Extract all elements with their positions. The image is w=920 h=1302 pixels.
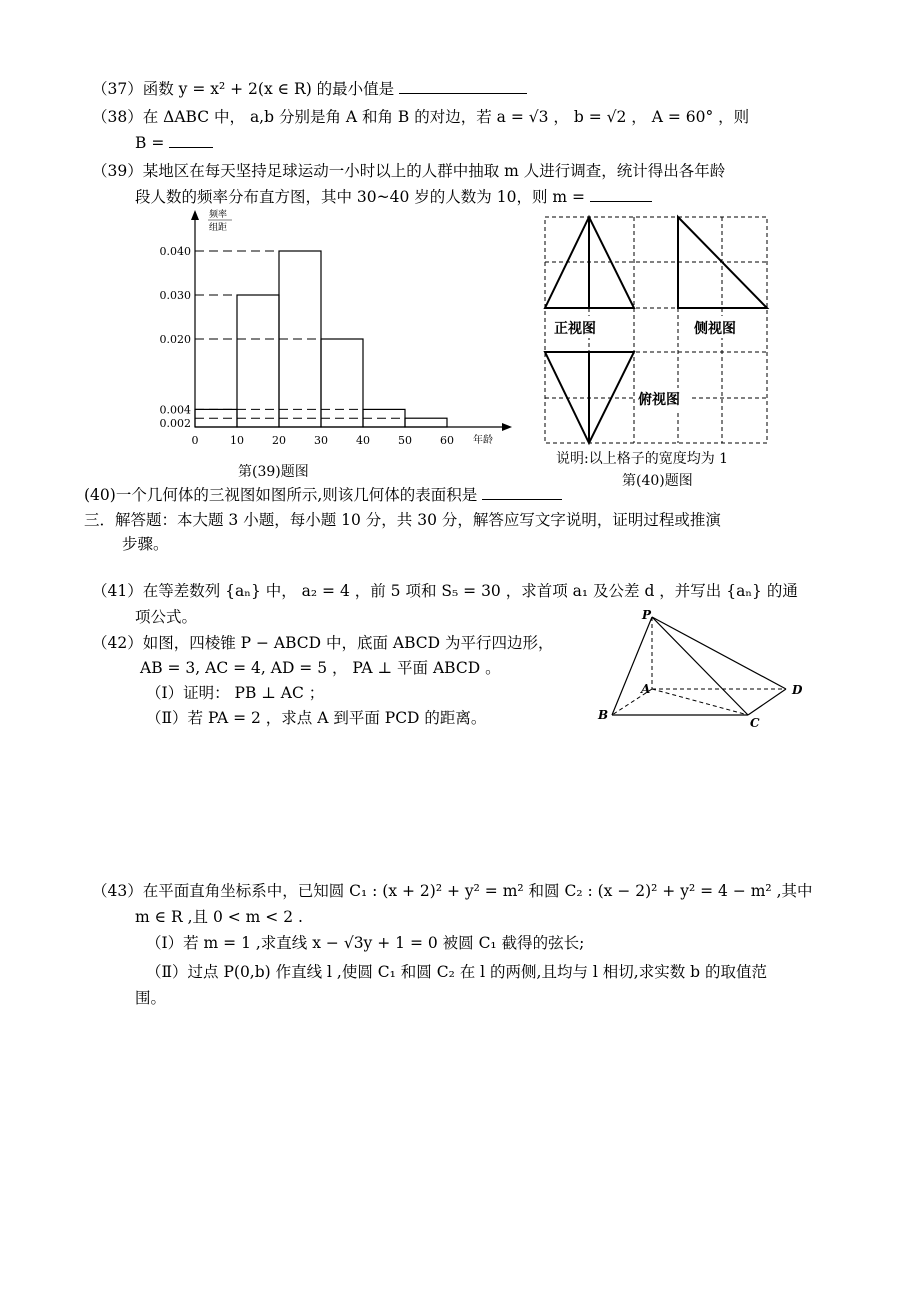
label-d: D: [792, 683, 803, 697]
x-tick-label: 30: [314, 434, 328, 447]
section-3-heading: 三．解答题：本大题 3 小题，每小题 10 分，共 30 分，解答应写文字说明，证明过程或推演: [84, 511, 721, 529]
question-43-part3: 围。: [135, 989, 167, 1007]
x-tick-label: 40: [356, 434, 370, 447]
question-42-line2: AB = 3, AC = 4, AD = 5 ， PA ⊥ 平面 ABCD 。: [140, 659, 501, 677]
x-tick-label: 60: [440, 434, 454, 447]
label-b: B: [598, 708, 609, 722]
label-c: C: [750, 716, 760, 730]
pyramid-figure: [590, 605, 810, 735]
q39-answer-blank[interactable]: [590, 187, 652, 202]
question-39: [92, 160, 725, 182]
edge-pb: [612, 617, 652, 715]
q38-answer-blank[interactable]: [169, 133, 213, 148]
x-tick-label: 0: [191, 434, 199, 447]
question-43-line2: m ∈ R ,且 0 < m < 2 .: [135, 908, 303, 926]
question-38: [92, 106, 749, 128]
y-tick-label: 0.020: [159, 333, 191, 346]
question-40: [84, 484, 562, 506]
x-axis-arrow: [502, 423, 512, 431]
q38-line2: B =: [135, 134, 165, 152]
q39-text: 某地区在每天坚持足球运动一小时以上的人群中抽取 m 人进行调查，统计得出各年龄: [142, 162, 726, 180]
y-tick-label: 0.002: [159, 417, 191, 431]
q39-num: （39）: [92, 162, 143, 180]
histogram-chart: [140, 205, 530, 455]
question-43-part2: （Ⅱ）过点 P(0,b) 作直线 l ,使圆 C₁ 和圆 C₂ 在 l 的两侧,且均与 l 相切,求实数 b 的取值范: [146, 963, 767, 981]
q38-text: 在 ΔABC 中， a,b 分别是角 A 和角 B 的对边，若 a = √3 ， b = √2 ， A = 60° ，则: [142, 108, 750, 126]
x-axis-label: 年龄: [473, 435, 493, 446]
y-axis-label-top: 频率: [209, 210, 228, 220]
question-41-line2: 项公式。: [135, 608, 198, 626]
question-42: （42）如图，四棱锥 P − ABCD 中，底面 ABCD 为平行四边形，: [92, 634, 554, 652]
y-tick-label: 0.040: [159, 245, 191, 258]
side-view-label: 侧视图: [694, 321, 736, 337]
q40-text: (40)一个几何体的三视图如图所示,则该几何体的表面积是: [84, 486, 478, 504]
histogram-bar: [405, 418, 447, 427]
q38-num: （38）: [92, 108, 143, 126]
edge-pd: [652, 617, 786, 689]
histogram-bar: [321, 339, 363, 427]
y-tick-label: 0.030: [159, 289, 191, 302]
question-43-part1: （Ⅰ）若 m = 1 ,求直线 x − √3y + 1 = 0 被圆 C₁ 截得的弦长;: [146, 934, 585, 952]
question-37: [92, 78, 527, 100]
q39-line2: 段人数的频率分布直方图，其中 30~40 岁的人数为 10，则 m =: [135, 188, 585, 206]
fig39-caption: 第(39)题图: [238, 464, 309, 480]
y-axis-arrow: [191, 210, 199, 220]
three-view-figure: [540, 212, 772, 448]
section-3-heading-line2: 步骤。: [122, 535, 169, 553]
edge-cd: [748, 689, 786, 715]
fig40-caption: 第(40)题图: [622, 473, 693, 489]
question-38-line2: [135, 132, 213, 154]
label-a: A: [641, 682, 651, 696]
question-43: （43）在平面直角坐标系中，已知圆 C₁ : (x + 2)² + y² = m² 和圆 C₂ : (x − 2)² + y² = 4 − m² ,其中: [92, 882, 813, 900]
label-p: P: [642, 608, 652, 622]
x-tick-label: 10: [230, 434, 244, 447]
histogram-bar: [237, 295, 279, 427]
y-tick-label: 0.004: [159, 403, 191, 417]
x-tick-label: 50: [398, 434, 412, 447]
y-axis-label-bottom: 组距: [209, 223, 228, 233]
question-42-part1: （Ⅰ）证明： PB ⊥ AC ；: [146, 684, 325, 702]
q37-body: 函数 y = x² + 2(x ∈ R) 的最小值是: [142, 80, 395, 98]
edge-pc: [652, 617, 748, 715]
question-42-part2: （Ⅱ）若 PA = 2 ，求点 A 到平面 PCD 的距离。: [146, 709, 487, 727]
question-41: （41）在等差数列 {aₙ} 中， a₂ = 4 ，前 5 项和 S₅ = 30 ，求首项 a₁ 及公差 d ，并写出 {aₙ} 的通: [92, 582, 798, 600]
x-tick-label: 20: [272, 434, 286, 447]
fig40-note: 说明:以上格子的宽度均为 1: [556, 451, 729, 467]
q37-answer-blank[interactable]: [399, 79, 527, 94]
top-view-label: 俯视图: [638, 392, 680, 408]
q37-text: （37）: [92, 80, 143, 98]
front-view-label: 正视图: [554, 321, 596, 337]
edge-ac: [652, 689, 748, 715]
q40-answer-blank[interactable]: [482, 485, 562, 500]
